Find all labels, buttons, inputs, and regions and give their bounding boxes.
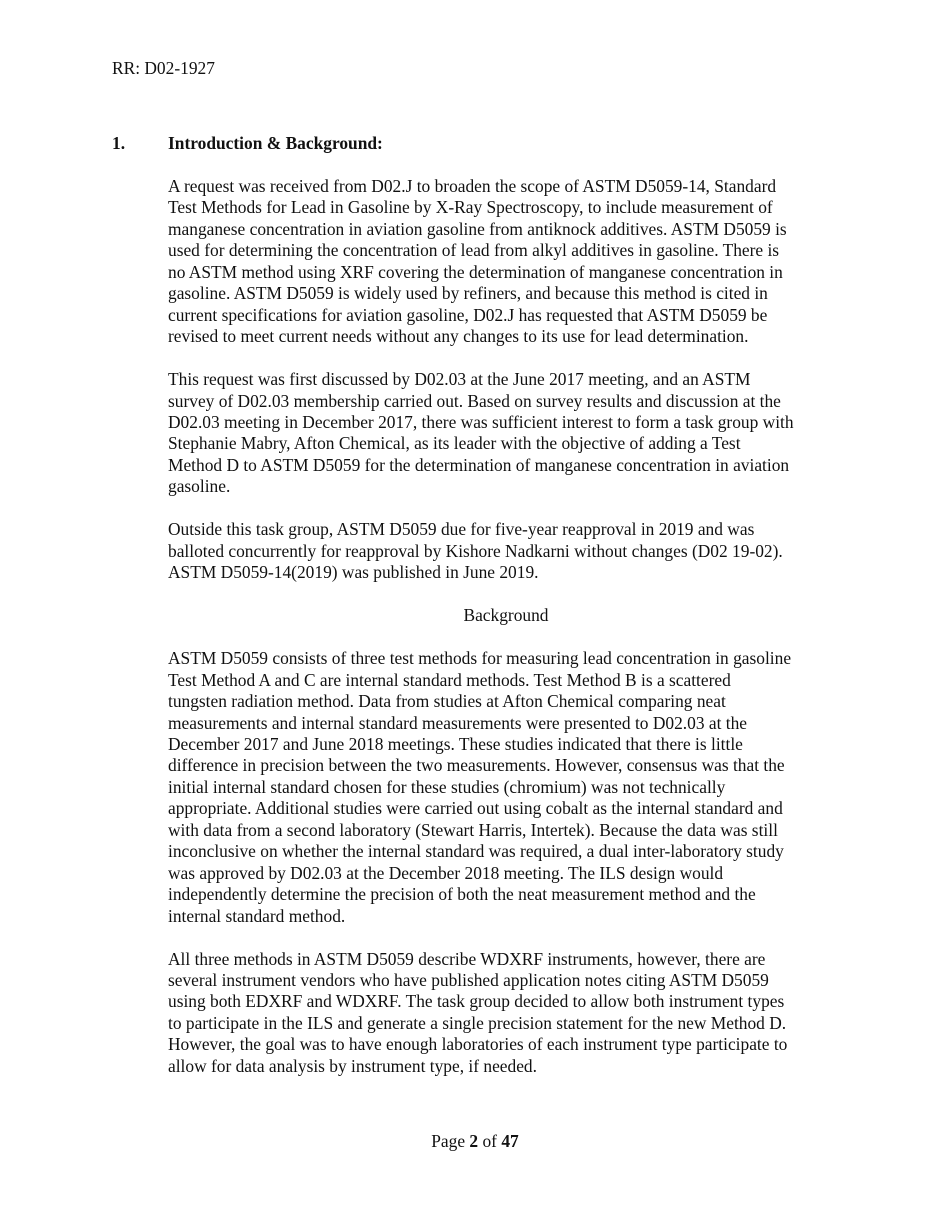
current-page-number: 2 bbox=[469, 1131, 479, 1151]
text-line: difference in precision between the two measurements. However, consensus was that the bbox=[168, 755, 785, 776]
text-line: was approved by D02.03 at the December 2018 meeting. The ILS design would bbox=[168, 862, 724, 883]
text-line: survey of D02.03 membership carried out. Based on survey results and discussion at the bbox=[168, 390, 781, 411]
page-label: Page bbox=[431, 1131, 466, 1151]
text-line: D02.03 meeting in December 2017, there was sufficient interest to form a task group with bbox=[168, 412, 794, 433]
text-line: used for determining the concentration of lead from alkyl additives in gasoline. There is bbox=[168, 240, 780, 261]
text-line: internal standard method. bbox=[168, 905, 346, 926]
paragraph-scope-request bbox=[168, 176, 844, 348]
page-footer bbox=[0, 1131, 950, 1152]
text-line: This request was first discussed by D02.03 at the June 2017 meeting, and an ASTM bbox=[168, 369, 751, 390]
text-line: no ASTM method using XRF covering the determination of manganese concentration in bbox=[168, 261, 783, 282]
text-line: gasoline. ASTM D5059 is widely used by refiners, and because this method is cited in bbox=[168, 283, 768, 304]
text-line: All three methods in ASTM D5059 describe WDXRF instruments, however, there are bbox=[168, 948, 766, 969]
text-line: A request was received from D02.J to broaden the scope of ASTM D5059-14, Standard bbox=[168, 176, 777, 196]
background-subheading: Background bbox=[463, 605, 549, 626]
text-line: measurements and internal standard measurements were presented to D02.03 at the bbox=[168, 712, 748, 733]
text-line: manganese concentration in aviation gasoline from antiknock additives. ASTM D5059 is bbox=[168, 218, 787, 239]
section-title: Introduction & Background: bbox=[168, 133, 383, 153]
text-line: several instrument vendors who have published application notes citing ASTM D5059 bbox=[168, 970, 769, 990]
paragraph-reapproval bbox=[168, 519, 844, 583]
text-line: initial internal standard chosen for these studies (chromium) was not technically bbox=[168, 776, 726, 797]
text-line: to participate in the ILS and generate a single precision statement for the new Method D. bbox=[168, 1012, 787, 1033]
text-line: with data from a second laboratory (Stewart Harris, Intertek). Because the data was still bbox=[168, 819, 778, 840]
text-line: Method D to ASTM D5059 for the determination of manganese concentration in aviation bbox=[168, 454, 790, 475]
text-line: ASTM D5059 consists of three test methods for measuring lead concentration in gasoline bbox=[168, 648, 792, 669]
text-line: revised to meet current needs without any changes to its use for lead determination. bbox=[168, 326, 749, 347]
text-line: balloted concurrently for reapproval by Kishore Nadkarni without changes (D02 19-02). bbox=[168, 540, 783, 561]
text-line: using both EDXRF and WDXRF. The task group decided to allow both instrument types bbox=[168, 991, 785, 1012]
text-line: December 2017 and June 2018 meetings. These studies indicated that there is little bbox=[168, 733, 743, 754]
total-pages-number: 47 bbox=[501, 1131, 519, 1151]
text-line: However, the goal was to have enough laboratories of each instrument type participate to bbox=[168, 1034, 788, 1055]
text-line: ASTM D5059-14(2019) was published in June 2019. bbox=[168, 562, 539, 583]
text-line: Outside this task group, ASTM D5059 due for five-year reapproval in 2019 and was bbox=[168, 519, 755, 540]
text-line: appropriate. Additional studies were carried out using cobalt as the internal standard and bbox=[168, 798, 783, 819]
text-line: Stephanie Mabry, Afton Chemical, as its leader with the objective of adding a Test bbox=[168, 433, 741, 454]
text-line: Test Method A and C are internal standard methods. Test Method B is a scattered bbox=[168, 669, 731, 690]
text-line: gasoline. bbox=[168, 476, 231, 497]
text-line: independently determine the precision of both the neat measurement method and the bbox=[168, 884, 756, 905]
paragraph-instrument-types bbox=[168, 949, 844, 1078]
section-heading bbox=[112, 133, 383, 154]
section-number: 1. bbox=[112, 133, 126, 153]
report-reference: RR: D02-1927 bbox=[112, 58, 215, 78]
text-line: tungsten radiation method. Data from studies at Afton Chemical comparing neat bbox=[168, 691, 726, 712]
text-line: inconclusive on whether the internal standard was required, a dual inter-laboratory study bbox=[168, 841, 784, 862]
text-line: Test Methods for Lead in Gasoline by X-Ray Spectroscopy, to include measurement of bbox=[168, 197, 773, 218]
paragraph-task-group bbox=[168, 369, 844, 498]
document-body bbox=[168, 176, 844, 1099]
text-line: allow for data analysis by instrument type, if needed. bbox=[168, 1055, 537, 1076]
paragraph-test-methods bbox=[168, 648, 844, 927]
text-line: current specifications for aviation gasoline, D02.J has requested that ASTM D5059 be bbox=[168, 304, 768, 325]
of-label: of bbox=[482, 1131, 497, 1151]
